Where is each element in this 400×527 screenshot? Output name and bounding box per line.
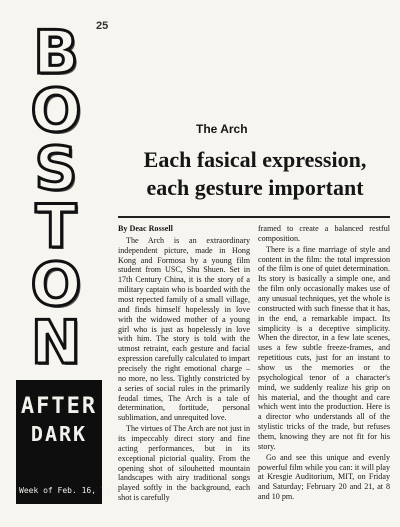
masthead-letter: S (34, 134, 78, 204)
banner-after-text: AFTER (20, 394, 98, 419)
masthead-letter: N (30, 308, 82, 378)
article-paragraph: Go and see this unique and evenly powerful film while you can: it will play at Kresgie Auditorium, MIT, on Friday and Saturday; February 20 and 21, at 8 and 10 pm. (258, 452, 390, 502)
article-column-right (258, 224, 390, 524)
masthead-letter: O (30, 250, 82, 320)
article-paragraph: The virtues of The Arch are not just in its impeccably direct story and fine acting performances, but in its exceptional pictorial quality. From the opening shot of silouhetted mountain landscapes with airy traditional songs played softly in the background, each shot is carefully (118, 424, 250, 503)
article-paragraph: The Arch is an extraordinary independent picture, made in Hong Kong and Formosa by a young film student from USC, Shu Shuen. Set in 17th Century China, it is the story of a military captain who is boarded with the most repected family of a small village, and finds himself hopelessly in love with the widowed mother of a young girl who is just as hopelessly in love with him. The story is told with the utmost retraint, each gesture and facial expression carefully calculated to impart precisely the right emotional charge – no more, no less. Tightly constricted by a series of social rules in the primarily feudal times, The Arch is a tale of determination, fortitude, personal sublimation, and unrequited love. (118, 235, 250, 423)
masthead-letter: B (33, 18, 79, 88)
article-paragraph: There is a fine marriage of style and content in the film: the total impression of the film is one of quiet determination. Its story is basically a simple one, and the film only occasionally makes use of any unusual techniques, yet the whole is constructed with such finesse that it has, in the end, a remarkable impact. Its simplicity is a deceptive simplicity. When the director, in a few late scenes, uses a few subtle freeze-frames, and repetitious cuts, just for an instant to show us the memories or the psychological tenor of a character's mind, we suddenly realize his grip on his material, and the thought and care which went into the production. Here is a director who understands all of the stylistic tricks of the trade, but refuses them, knowing they are not fit for his story. (258, 244, 390, 451)
banner-dark-text: DARK (30, 422, 88, 446)
after-dark-banner (16, 380, 121, 504)
issue-week: Week of Feb. 16, 1970 (19, 486, 121, 495)
masthead-letter: T (35, 192, 77, 262)
issue-number: 25 (96, 20, 109, 32)
headline-line: Each fasical expression, (143, 147, 367, 172)
headline (118, 146, 392, 201)
headline-rule (118, 216, 390, 218)
section-label: The Arch (196, 122, 248, 136)
masthead (12, 18, 121, 513)
headline-line: each gesture important (146, 174, 364, 200)
masthead-letter: O (30, 76, 82, 146)
article-paragraph: framed to create a balanced restful composition. (258, 224, 390, 243)
article-column-left (118, 224, 250, 524)
byline: By Deac Rossell (118, 224, 173, 233)
